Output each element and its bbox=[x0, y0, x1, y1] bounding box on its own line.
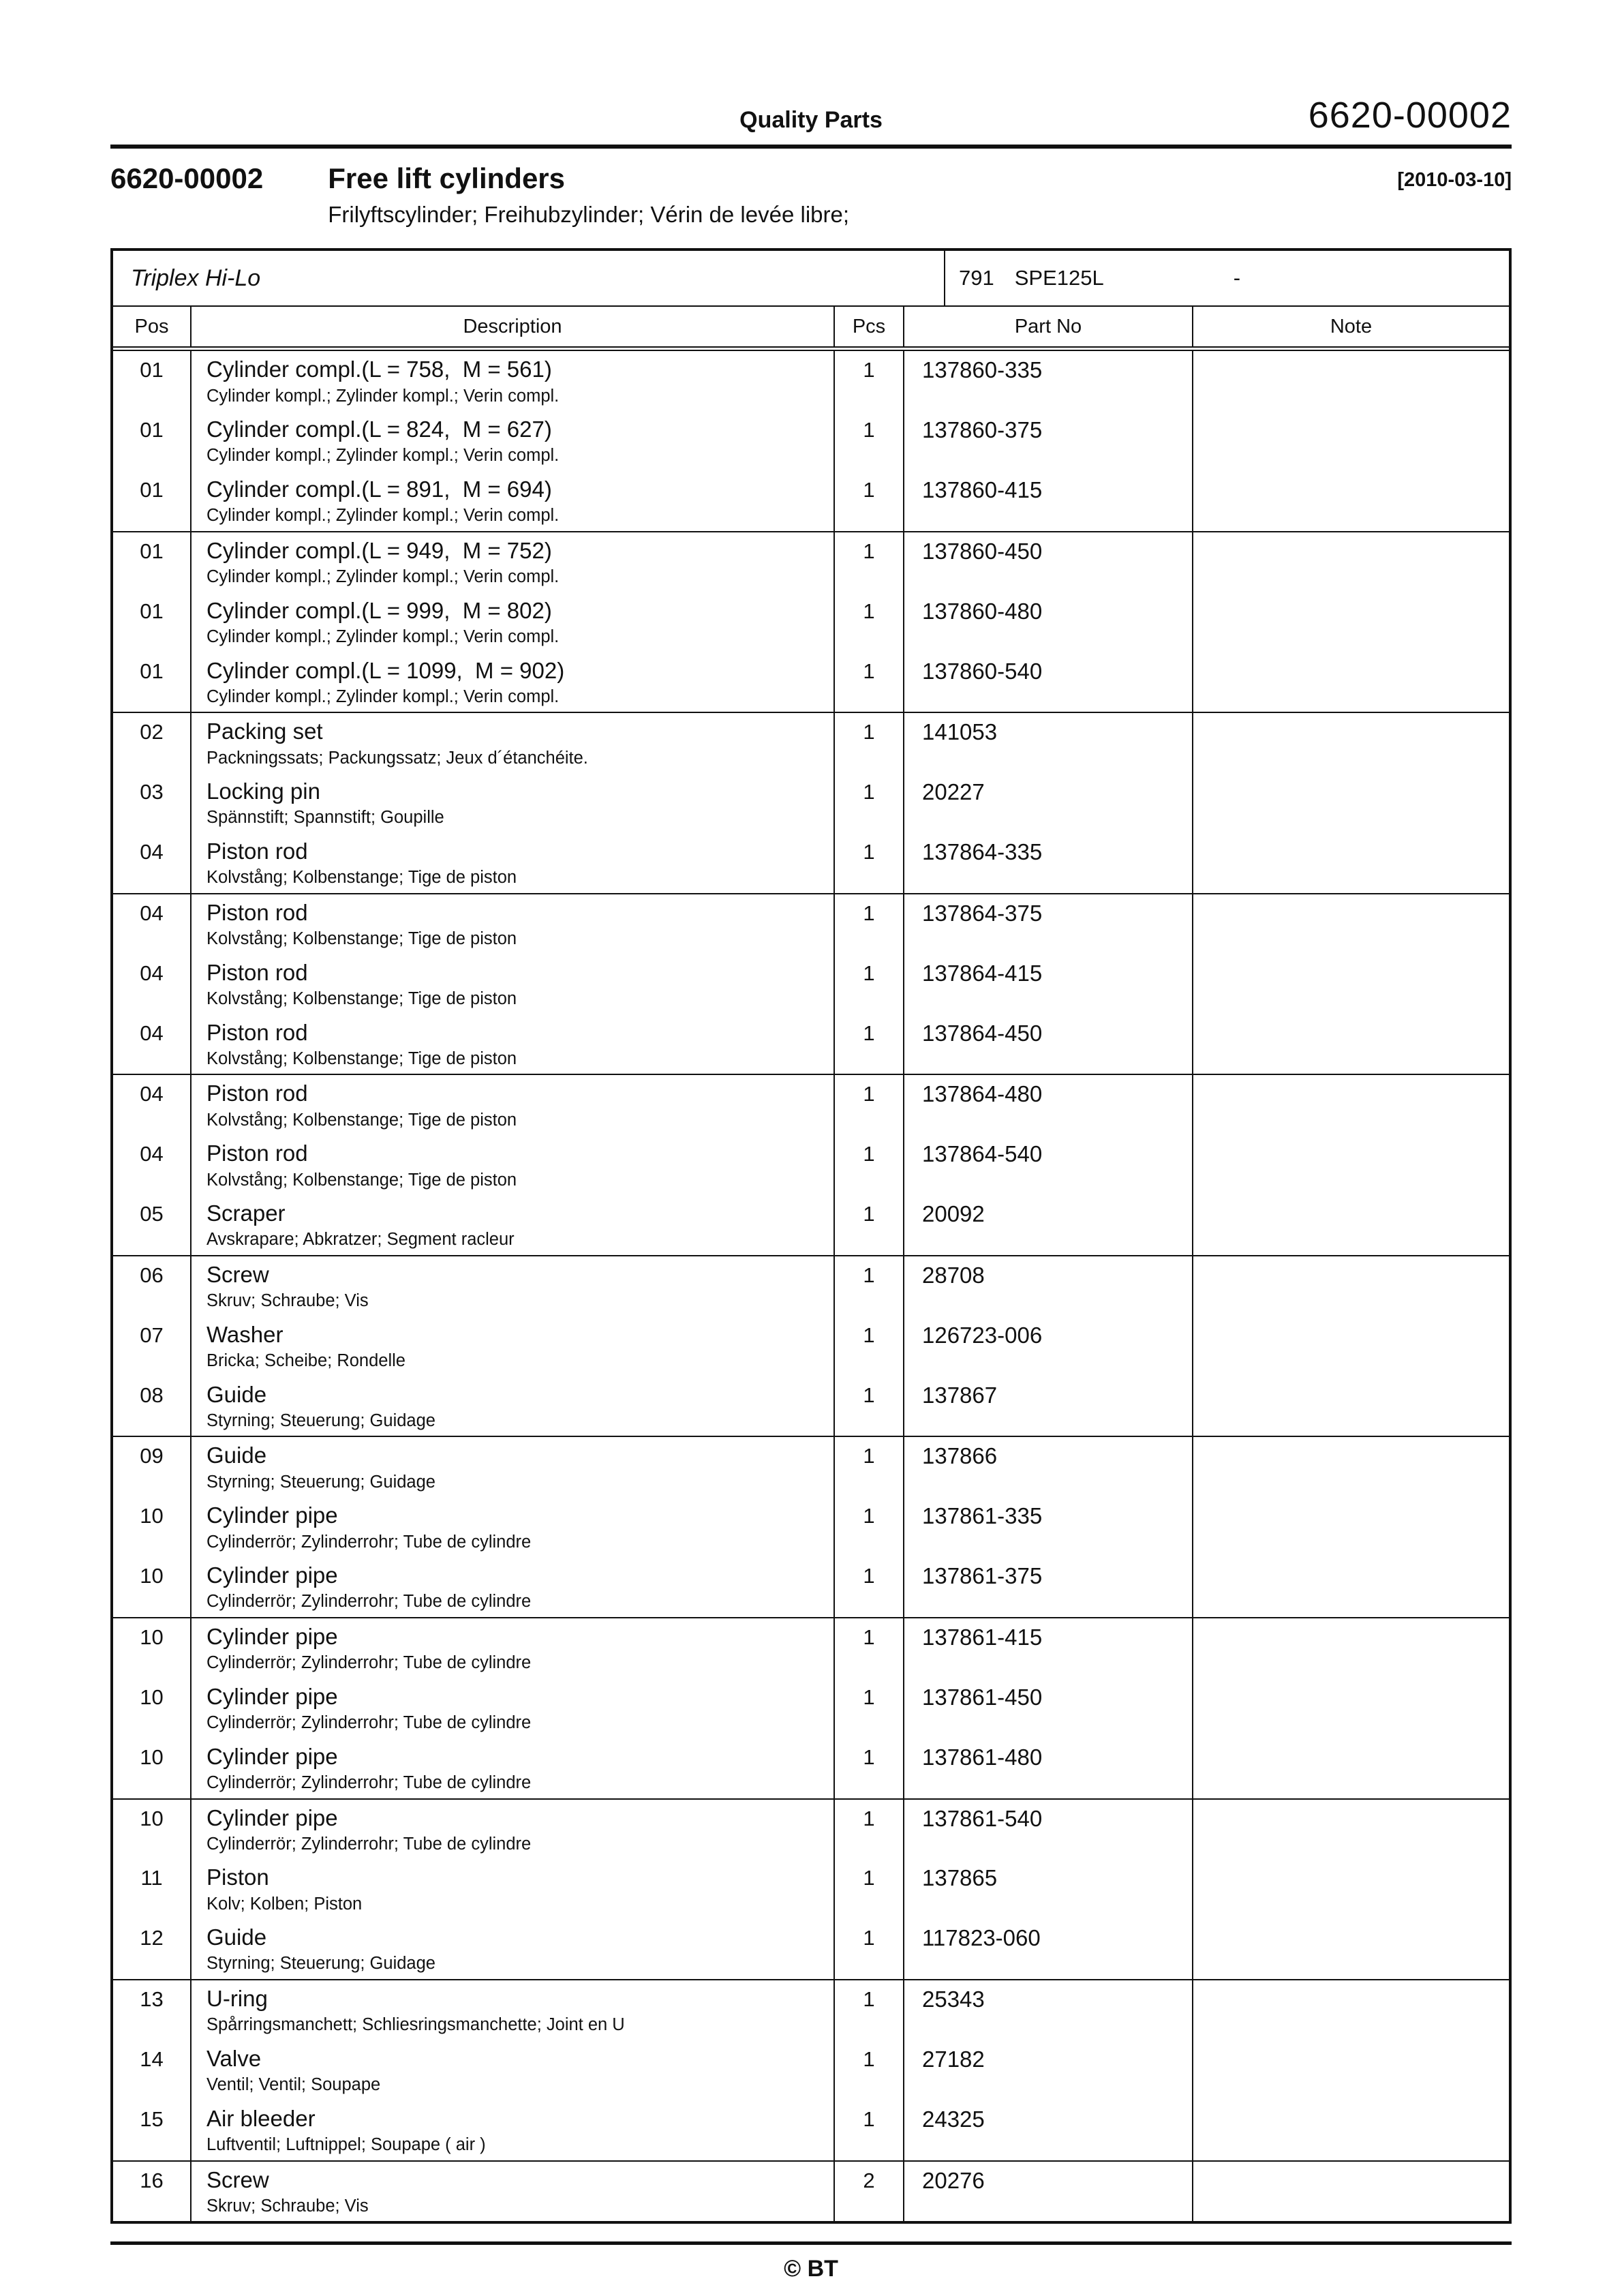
row-description-translations: Skruv; Schraube; Vis bbox=[206, 1291, 369, 1311]
table-row bbox=[113, 2040, 1509, 2100]
row-note bbox=[1193, 713, 1509, 773]
row-note bbox=[1193, 1678, 1509, 1738]
row-pos: 02 bbox=[113, 713, 192, 773]
row-description-translations: Kolvstång; Kolbenstange; Tige de piston bbox=[206, 988, 517, 1008]
row-part-no: 137860-450 bbox=[904, 532, 1193, 592]
title-code: 6620-00002 bbox=[110, 162, 264, 194]
row-note bbox=[1193, 1497, 1509, 1557]
row-pos: 04 bbox=[113, 1135, 192, 1195]
row-description bbox=[192, 1014, 835, 1074]
row-pcs: 1 bbox=[835, 1738, 904, 1798]
row-note bbox=[1193, 894, 1509, 954]
table-row bbox=[113, 1316, 1509, 1376]
row-pcs: 1 bbox=[835, 833, 904, 893]
row-description-translations: Avskrapare; Abkratzer; Segment racleur bbox=[206, 1230, 515, 1250]
row-description-translations: Kolv; Kolben; Piston bbox=[206, 1894, 363, 1914]
row-description-main: Piston rod bbox=[206, 1141, 308, 1166]
table-row bbox=[113, 2160, 1509, 2222]
row-note bbox=[1193, 2162, 1509, 2222]
row-pcs: 1 bbox=[835, 1075, 904, 1135]
table-row bbox=[113, 1738, 1509, 1798]
row-description bbox=[192, 1618, 835, 1678]
row-pos: 01 bbox=[113, 471, 192, 531]
row-description bbox=[192, 1980, 835, 2040]
row-description-translations: Ventil; Ventil; Soupape bbox=[206, 2075, 381, 2095]
row-pcs: 1 bbox=[835, 2100, 904, 2160]
row-description-main: Air bleeder bbox=[206, 2105, 316, 2131]
row-part-no: 137860-335 bbox=[904, 351, 1193, 411]
row-pos: 01 bbox=[113, 532, 192, 592]
row-description-translations: Kolvstång; Kolbenstange; Tige de piston bbox=[206, 1048, 517, 1068]
row-pos: 04 bbox=[113, 833, 192, 893]
title-block bbox=[110, 162, 1512, 228]
row-note bbox=[1193, 1980, 1509, 2040]
row-description bbox=[192, 1135, 835, 1195]
row-note bbox=[1193, 1738, 1509, 1798]
row-part-no: 137860-540 bbox=[904, 652, 1193, 712]
row-note bbox=[1193, 652, 1509, 712]
row-note bbox=[1193, 1014, 1509, 1074]
parts-table bbox=[110, 248, 1512, 2224]
row-description bbox=[192, 532, 835, 592]
row-pos: 01 bbox=[113, 592, 192, 652]
row-description-main: U-ring bbox=[206, 1986, 268, 2012]
row-description bbox=[192, 1497, 835, 1557]
row-note bbox=[1193, 1316, 1509, 1376]
page-subtitle: Frilyftscylinder; Freihubzylinder; Vérin de levée libre; bbox=[328, 202, 850, 228]
row-description bbox=[192, 1919, 835, 1979]
row-pos: 01 bbox=[113, 411, 192, 471]
table-row bbox=[113, 652, 1509, 712]
row-pcs: 1 bbox=[835, 1376, 904, 1436]
row-description-translations: Cylinderrör; Zylinderrohr; Tube de cylindre bbox=[206, 1653, 532, 1673]
row-pcs: 1 bbox=[835, 1195, 904, 1255]
row-description-main: Cylinder compl.(L = 758, M = 561) bbox=[206, 357, 552, 382]
row-note bbox=[1193, 351, 1509, 411]
row-pos: 10 bbox=[113, 1618, 192, 1678]
row-description-translations: Cylinderrör; Zylinderrohr; Tube de cylindre bbox=[206, 1592, 532, 1612]
row-description-main: Cylinder pipe bbox=[206, 1804, 338, 1830]
row-part-no: 137867 bbox=[904, 1376, 1193, 1436]
row-description-main: Cylinder pipe bbox=[206, 1624, 338, 1650]
row-pos: 01 bbox=[113, 351, 192, 411]
row-part-no: 141053 bbox=[904, 713, 1193, 773]
model-band bbox=[113, 251, 1509, 307]
page-header bbox=[110, 94, 1512, 136]
table-row bbox=[113, 471, 1509, 531]
col-header-pos: Pos bbox=[113, 307, 192, 346]
row-pcs: 1 bbox=[835, 1014, 904, 1074]
row-description-main: Valve bbox=[206, 2045, 262, 2071]
table-body bbox=[113, 351, 1509, 2221]
row-description bbox=[192, 1075, 835, 1135]
page-title: Free lift cylinders bbox=[328, 162, 566, 194]
row-description-main: Screw bbox=[206, 2166, 269, 2192]
table-row bbox=[113, 1195, 1509, 1255]
table-row bbox=[113, 1436, 1509, 1497]
row-description-main: Piston rod bbox=[206, 1081, 308, 1106]
row-pcs: 1 bbox=[835, 1256, 904, 1316]
model-number: 791 bbox=[959, 266, 994, 290]
table-row bbox=[113, 1617, 1509, 1678]
row-description-translations: Styrning; Steuerung; Guidage bbox=[206, 1410, 435, 1430]
row-description-translations: Cylinder kompl.; Zylinder kompl.; Verin compl. bbox=[206, 386, 560, 406]
row-note bbox=[1193, 1800, 1509, 1860]
row-part-no: 24325 bbox=[904, 2100, 1193, 2160]
row-description-main: Piston rod bbox=[206, 1019, 308, 1045]
row-pos: 10 bbox=[113, 1678, 192, 1738]
row-note bbox=[1193, 1075, 1509, 1135]
row-description-main: Guide bbox=[206, 1381, 267, 1407]
row-part-no: 137860-415 bbox=[904, 471, 1193, 531]
row-pcs: 1 bbox=[835, 532, 904, 592]
row-pos: 10 bbox=[113, 1738, 192, 1798]
header-doc-type: Quality Parts bbox=[739, 107, 883, 133]
row-pcs: 1 bbox=[835, 1437, 904, 1497]
row-description-main: Cylinder pipe bbox=[206, 1743, 338, 1769]
row-description-translations: Styrning; Steuerung; Guidage bbox=[206, 1472, 435, 1492]
row-part-no: 137861-415 bbox=[904, 1618, 1193, 1678]
row-description-translations: Styrning; Steuerung; Guidage bbox=[206, 1954, 435, 1974]
row-description bbox=[192, 894, 835, 954]
row-pos: 10 bbox=[113, 1800, 192, 1860]
row-note bbox=[1193, 1557, 1509, 1617]
model-code: SPE125L bbox=[1014, 266, 1104, 290]
row-part-no: 117823-060 bbox=[904, 1919, 1193, 1979]
row-description bbox=[192, 2162, 835, 2222]
row-description-translations: Kolvstång; Kolbenstange; Tige de piston bbox=[206, 868, 517, 888]
row-pos: 05 bbox=[113, 1195, 192, 1255]
row-part-no: 137860-375 bbox=[904, 411, 1193, 471]
table-row bbox=[113, 954, 1509, 1014]
row-part-no: 137864-335 bbox=[904, 833, 1193, 893]
table-column-headers bbox=[113, 307, 1509, 351]
table-row bbox=[113, 1014, 1509, 1074]
row-pos: 04 bbox=[113, 894, 192, 954]
row-pos: 03 bbox=[113, 773, 192, 833]
row-description bbox=[192, 2100, 835, 2160]
row-part-no: 137864-480 bbox=[904, 1075, 1193, 1135]
row-pcs: 1 bbox=[835, 713, 904, 773]
row-note bbox=[1193, 954, 1509, 1014]
row-description bbox=[192, 833, 835, 893]
table-row bbox=[113, 712, 1509, 773]
row-pcs: 1 bbox=[835, 1135, 904, 1195]
row-description-main: Piston rod bbox=[206, 839, 308, 864]
row-description bbox=[192, 1800, 835, 1860]
row-pcs: 1 bbox=[835, 471, 904, 531]
row-pcs: 2 bbox=[835, 2162, 904, 2222]
row-part-no: 137865 bbox=[904, 1859, 1193, 1919]
row-note bbox=[1193, 1376, 1509, 1436]
row-part-no: 137861-375 bbox=[904, 1557, 1193, 1617]
table-row bbox=[113, 1376, 1509, 1436]
row-pos: 07 bbox=[113, 1316, 192, 1376]
row-part-no: 126723-006 bbox=[904, 1316, 1193, 1376]
row-note bbox=[1193, 2100, 1509, 2160]
row-description bbox=[192, 652, 835, 712]
row-description-translations: Cylinderrör; Zylinderrohr; Tube de cylindre bbox=[206, 1772, 532, 1792]
row-pos: 10 bbox=[113, 1557, 192, 1617]
row-note bbox=[1193, 1437, 1509, 1497]
row-description-translations: Luftventil; Luftnippel; Soupape ( air ) bbox=[206, 2135, 486, 2155]
row-part-no: 137861-450 bbox=[904, 1678, 1193, 1738]
row-description-translations: Spårringsmanchett; Schliesringsmanchette; Joint en U bbox=[206, 2015, 625, 2035]
revision-date: [2010-03-10] bbox=[1397, 169, 1512, 191]
row-pos: 14 bbox=[113, 2040, 192, 2100]
table-row bbox=[113, 833, 1509, 893]
table-row bbox=[113, 1497, 1509, 1557]
table-row bbox=[113, 893, 1509, 954]
row-description bbox=[192, 1678, 835, 1738]
row-part-no: 137864-450 bbox=[904, 1014, 1193, 1074]
row-description-translations: Bricka; Scheibe; Rondelle bbox=[206, 1351, 406, 1371]
row-description-translations: Cylinderrör; Zylinderrohr; Tube de cylindre bbox=[206, 1834, 532, 1854]
table-row bbox=[113, 351, 1509, 411]
copyright: © BT bbox=[784, 2256, 838, 2282]
row-pcs: 1 bbox=[835, 592, 904, 652]
row-description bbox=[192, 1437, 835, 1497]
row-description-main: Cylinder compl.(L = 824, M = 627) bbox=[206, 417, 552, 442]
row-description-translations: Kolvstång; Kolbenstange; Tige de piston bbox=[206, 929, 517, 949]
row-note bbox=[1193, 1135, 1509, 1195]
row-part-no: 28708 bbox=[904, 1256, 1193, 1316]
row-description-translations: Cylinder kompl.; Zylinder kompl.; Verin compl. bbox=[206, 686, 560, 706]
row-description bbox=[192, 1557, 835, 1617]
row-pcs: 1 bbox=[835, 894, 904, 954]
row-note bbox=[1193, 833, 1509, 893]
row-description-translations: Spännstift; Spannstift; Goupille bbox=[206, 808, 444, 828]
row-description bbox=[192, 1859, 835, 1919]
row-note bbox=[1193, 1618, 1509, 1678]
table-row bbox=[113, 773, 1509, 833]
row-note bbox=[1193, 471, 1509, 531]
row-description-translations: Kolvstång; Kolbenstange; Tige de piston bbox=[206, 1170, 517, 1190]
row-pcs: 1 bbox=[835, 1618, 904, 1678]
model-dash: - bbox=[1233, 266, 1241, 290]
row-pos: 01 bbox=[113, 652, 192, 712]
table-row bbox=[113, 1859, 1509, 1919]
row-description-main: Packing set bbox=[206, 719, 323, 744]
row-part-no: 25343 bbox=[904, 1980, 1193, 2040]
row-description-translations: Cylinderrör; Zylinderrohr; Tube de cylindre bbox=[206, 1532, 532, 1552]
row-description bbox=[192, 1376, 835, 1436]
row-pcs: 1 bbox=[835, 1316, 904, 1376]
model-codes bbox=[944, 251, 1509, 305]
row-description-main: Cylinder pipe bbox=[206, 1562, 338, 1588]
row-pcs: 1 bbox=[835, 1678, 904, 1738]
row-description-main: Guide bbox=[206, 1924, 267, 1950]
row-note bbox=[1193, 2040, 1509, 2100]
row-pos: 12 bbox=[113, 1919, 192, 1979]
row-pos: 15 bbox=[113, 2100, 192, 2160]
table-row bbox=[113, 2100, 1509, 2160]
row-part-no: 137864-540 bbox=[904, 1135, 1193, 1195]
row-pcs: 1 bbox=[835, 411, 904, 471]
row-pcs: 1 bbox=[835, 1919, 904, 1979]
row-pos: 04 bbox=[113, 1014, 192, 1074]
row-description-translations: Cylinder kompl.; Zylinder kompl.; Verin compl. bbox=[206, 626, 560, 646]
row-description bbox=[192, 773, 835, 833]
col-header-part-no: Part No bbox=[904, 307, 1193, 346]
row-pcs: 1 bbox=[835, 2040, 904, 2100]
row-description-translations: Cylinder kompl.; Zylinder kompl.; Verin compl. bbox=[206, 446, 560, 466]
row-description-main: Locking pin bbox=[206, 779, 320, 804]
table-row bbox=[113, 592, 1509, 652]
table-row bbox=[113, 1135, 1509, 1195]
row-description-main: Washer bbox=[206, 1321, 284, 1347]
row-part-no: 20276 bbox=[904, 2162, 1193, 2222]
row-description-main: Piston rod bbox=[206, 899, 308, 925]
row-pcs: 1 bbox=[835, 1557, 904, 1617]
row-description-main: Cylinder compl.(L = 949, M = 752) bbox=[206, 537, 552, 563]
row-part-no: 137861-335 bbox=[904, 1497, 1193, 1557]
row-note bbox=[1193, 592, 1509, 652]
row-note bbox=[1193, 1256, 1509, 1316]
row-pos: 08 bbox=[113, 1376, 192, 1436]
row-part-no: 20227 bbox=[904, 773, 1193, 833]
table-row bbox=[113, 1979, 1509, 2040]
header-rule bbox=[110, 145, 1512, 149]
row-pos: 11 bbox=[113, 1859, 192, 1919]
row-pcs: 1 bbox=[835, 1497, 904, 1557]
row-description bbox=[192, 471, 835, 531]
row-note bbox=[1193, 532, 1509, 592]
row-pos: 09 bbox=[113, 1437, 192, 1497]
row-pcs: 1 bbox=[835, 1980, 904, 2040]
row-part-no: 137864-375 bbox=[904, 894, 1193, 954]
row-pcs: 1 bbox=[835, 351, 904, 411]
row-description-main: Screw bbox=[206, 1261, 269, 1287]
row-description bbox=[192, 411, 835, 471]
table-row bbox=[113, 531, 1509, 592]
row-note bbox=[1193, 411, 1509, 471]
row-description bbox=[192, 1256, 835, 1316]
footer-rule bbox=[110, 2241, 1512, 2245]
row-pcs: 1 bbox=[835, 954, 904, 1014]
row-note bbox=[1193, 773, 1509, 833]
row-description-main: Piston rod bbox=[206, 959, 308, 985]
table-row bbox=[113, 1557, 1509, 1617]
row-description bbox=[192, 1738, 835, 1798]
row-description-translations: Kolvstång; Kolbenstange; Tige de piston bbox=[206, 1110, 517, 1130]
row-description-main: Scraper bbox=[206, 1200, 286, 1226]
row-part-no: 20092 bbox=[904, 1195, 1193, 1255]
row-description bbox=[192, 592, 835, 652]
row-description bbox=[192, 954, 835, 1014]
row-pos: 04 bbox=[113, 954, 192, 1014]
table-row bbox=[113, 1074, 1509, 1135]
title-name-wrap bbox=[328, 162, 849, 228]
page-footer bbox=[110, 2241, 1512, 2282]
row-description-main: Guide bbox=[206, 1442, 267, 1468]
row-description bbox=[192, 1195, 835, 1255]
row-pos: 16 bbox=[113, 2162, 192, 2222]
row-part-no: 137860-480 bbox=[904, 592, 1193, 652]
row-description-translations: Skruv; Schraube; Vis bbox=[206, 2196, 369, 2216]
row-pos: 04 bbox=[113, 1075, 192, 1135]
row-part-no: 137861-480 bbox=[904, 1738, 1193, 1798]
row-description bbox=[192, 1316, 835, 1376]
row-description bbox=[192, 713, 835, 773]
row-pos: 06 bbox=[113, 1256, 192, 1316]
row-note bbox=[1193, 1919, 1509, 1979]
row-note bbox=[1193, 1859, 1509, 1919]
row-description-main: Cylinder pipe bbox=[206, 1502, 338, 1528]
row-description-main: Piston bbox=[206, 1864, 269, 1890]
row-description-main: Cylinder compl.(L = 891, M = 694) bbox=[206, 476, 552, 502]
table-row bbox=[113, 1919, 1509, 1979]
col-header-description: Description bbox=[192, 307, 835, 346]
table-row bbox=[113, 1678, 1509, 1738]
row-description-translations: Packningssats; Packungssatz; Jeux d´étanchéite. bbox=[206, 748, 588, 768]
row-pcs: 1 bbox=[835, 652, 904, 712]
row-pcs: 1 bbox=[835, 773, 904, 833]
row-pcs: 1 bbox=[835, 1859, 904, 1919]
row-description-translations: Cylinderrör; Zylinderrohr; Tube de cylindre bbox=[206, 1713, 532, 1733]
col-header-pcs: Pcs bbox=[835, 307, 904, 346]
table-row bbox=[113, 1255, 1509, 1316]
row-description-main: Cylinder pipe bbox=[206, 1683, 338, 1709]
row-note bbox=[1193, 1195, 1509, 1255]
col-header-note: Note bbox=[1330, 315, 1373, 337]
title-left bbox=[110, 162, 849, 228]
header-doc-number: 6620-00002 bbox=[1308, 95, 1512, 136]
row-description-main: Cylinder compl.(L = 1099, M = 902) bbox=[206, 657, 565, 683]
row-description bbox=[192, 2040, 835, 2100]
row-description-translations: Cylinder kompl.; Zylinder kompl.; Verin compl. bbox=[206, 567, 560, 587]
row-pos: 10 bbox=[113, 1497, 192, 1557]
row-description-translations: Cylinder kompl.; Zylinder kompl.; Verin compl. bbox=[206, 506, 560, 526]
table-row bbox=[113, 1798, 1509, 1860]
row-part-no: 137861-540 bbox=[904, 1800, 1193, 1860]
row-description bbox=[192, 351, 835, 411]
row-pos: 13 bbox=[113, 1980, 192, 2040]
row-pcs: 1 bbox=[835, 1800, 904, 1860]
table-row bbox=[113, 411, 1509, 471]
row-part-no: 137866 bbox=[904, 1437, 1193, 1497]
row-part-no: 27182 bbox=[904, 2040, 1193, 2100]
row-description-main: Cylinder compl.(L = 999, M = 802) bbox=[206, 597, 552, 623]
row-part-no: 137864-415 bbox=[904, 954, 1193, 1014]
model-name: Triplex Hi-Lo bbox=[131, 265, 261, 291]
